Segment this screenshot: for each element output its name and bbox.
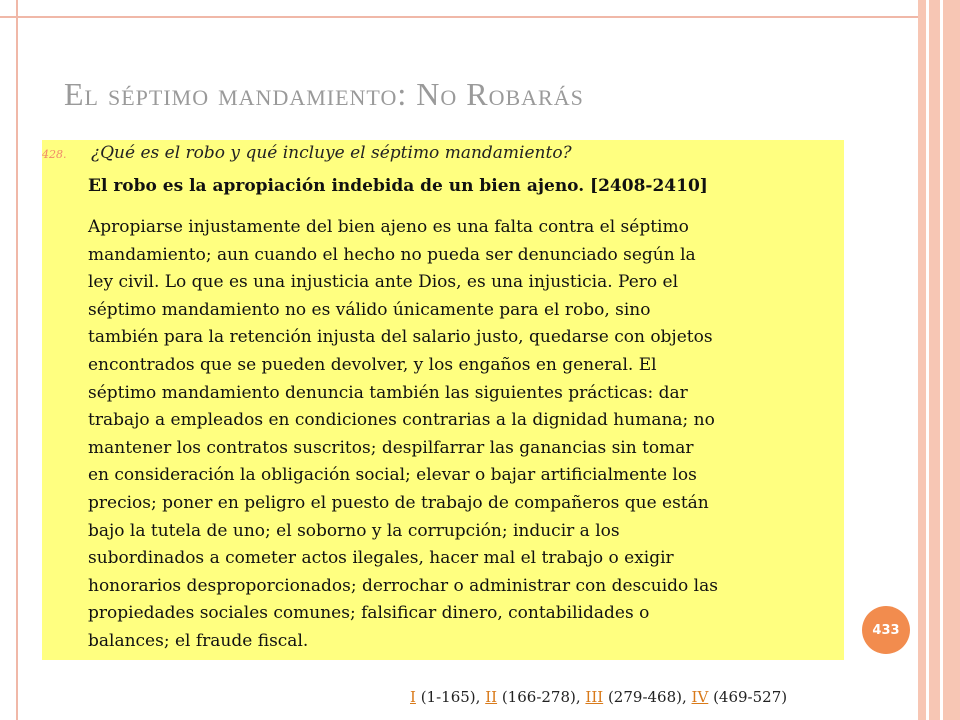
body-line: séptimo mandamiento denuncia también las siguientes prácticas: dar — [88, 382, 688, 403]
part-range-2: (166-278), — [497, 688, 586, 706]
body-line: Apropiarse injustamente del bien ajeno es una falta contra el séptimo — [88, 217, 689, 237]
body-line: subordinados a cometer actos ilegales, hacer mal el trabajo o exigir — [88, 548, 674, 569]
part-range-4: (469-527) — [708, 688, 788, 706]
part-link-4[interactable]: IV — [691, 688, 709, 706]
body-line: honorarios desproporcionados; derrochar o administrar con descuido las — [88, 575, 718, 596]
body-line: balances; el fraude fiscal. — [88, 630, 309, 651]
part-links — [410, 688, 850, 706]
part-range-3: (279-468), — [603, 688, 692, 706]
frame-stripe — [940, 0, 943, 720]
body-line: precios; poner en peligro el puesto de trabajo de compañeros que están — [88, 492, 709, 513]
body-line: séptimo mandamiento no es válido únicamente para el robo, sino — [88, 299, 651, 320]
body-line: ley civil. Lo que es una injusticia ante Dios, es una injusticia. Pero el — [88, 272, 679, 293]
frame-stripe — [926, 0, 929, 720]
body-line: trabajo a empleados en condiciones contrarias a la dignidad humana; no — [88, 410, 715, 431]
part-range-1: (1-165), — [415, 688, 486, 706]
page-number-badge: 433 — [862, 606, 910, 654]
part-link-2[interactable]: II — [485, 688, 498, 706]
answer-text: El robo es la apropiación indebida de un bien ajeno. [2408-2410] — [88, 176, 708, 196]
frame-top-border — [0, 0, 920, 18]
body-line: mandamiento; aun cuando el hecho no pueda ser denunciado según la — [88, 244, 696, 265]
body-line: mantener los contratos suscritos; despilfarrar las ganancias sin tomar — [88, 437, 694, 458]
part-link-3[interactable]: III — [585, 688, 604, 706]
body-line: bajo la tutela de uno; el soborno y la corrupción; inducir a los — [88, 520, 620, 541]
body-line: propiedades sociales comunes; falsificar dinero, contabilidades o — [88, 603, 650, 624]
part-link-1[interactable]: I — [410, 688, 416, 706]
question-text: ¿Qué es el robo y qué incluye el séptimo mandamiento? — [91, 143, 572, 163]
body-paragraph — [88, 214, 844, 656]
body-line: en consideración la obligación social; elevar o bajar artificialmente los — [88, 465, 697, 486]
question-number: 428. — [42, 148, 67, 161]
slide-title: El séptimo mandamiento: No Robarás — [64, 76, 584, 112]
frame-right-band — [918, 0, 960, 720]
body-line: también para la retención injusta del salario justo, quedarse con objetos — [88, 327, 713, 348]
frame-left-border — [0, 0, 18, 720]
body-line: encontrados que se pueden devolver, y los engaños en general. El — [88, 354, 657, 375]
